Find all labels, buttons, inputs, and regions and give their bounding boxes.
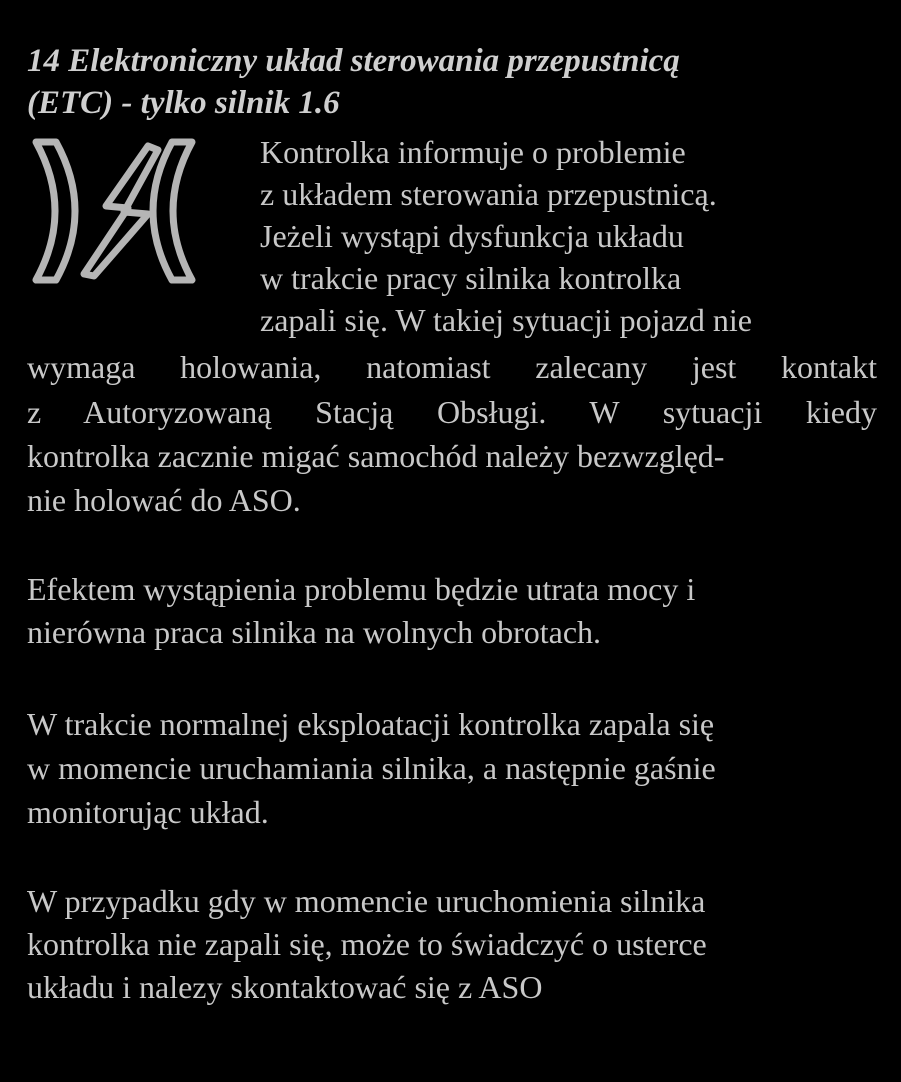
- text-line: z Autoryzowaną Stacją Obsługi. W sytuacji kiedy: [27, 394, 877, 430]
- text-line: w trakcie pracy silnika kontrolka: [260, 260, 682, 296]
- section-title: [27, 40, 877, 124]
- text-line: w momencie uruchamiania silnika, a następnie gaśnie: [27, 750, 716, 786]
- text-line: kontrolka nie zapali się, może to świadczyć o usterce: [27, 926, 707, 962]
- throttle-control-warning-icon: [24, 136, 204, 286]
- text-line: nie holować do ASO.: [27, 482, 301, 518]
- text-line: Jeżeli wystąpi dysfunkcja układu: [260, 218, 684, 254]
- section-title-line-1: 14 Elektroniczny układ sterowania przepustnicą: [27, 43, 680, 79]
- text-line: Efektem wystąpienia problemu będzie utrata mocy i: [27, 571, 696, 607]
- text-line: monitorując układ.: [27, 794, 269, 830]
- section-title-line-2: (ETC) - tylko silnik 1.6: [27, 85, 340, 121]
- text-line: układu i nalezy skontaktować się z ASO: [27, 969, 543, 1005]
- text-line: W przypadku gdy w momencie uruchomienia silnika: [27, 883, 706, 919]
- text-line: nierówna praca silnika na wolnych obrotach.: [27, 614, 602, 650]
- text-line: z układem sterowania przepustnicą.: [260, 176, 717, 212]
- text-line: kontrolka zacznie migać samochód należy bezwzględ-: [27, 438, 725, 474]
- text-line: Kontrolka informuje o problemie: [260, 134, 686, 170]
- text-line: zapali się. W takiej sytuacji pojazd nie: [260, 302, 752, 338]
- text-line: W trakcie normalnej eksploatacji kontrolka zapala się: [27, 706, 715, 742]
- text-line: wymaga holowania, natomiast zalecany jest kontakt: [27, 349, 877, 385]
